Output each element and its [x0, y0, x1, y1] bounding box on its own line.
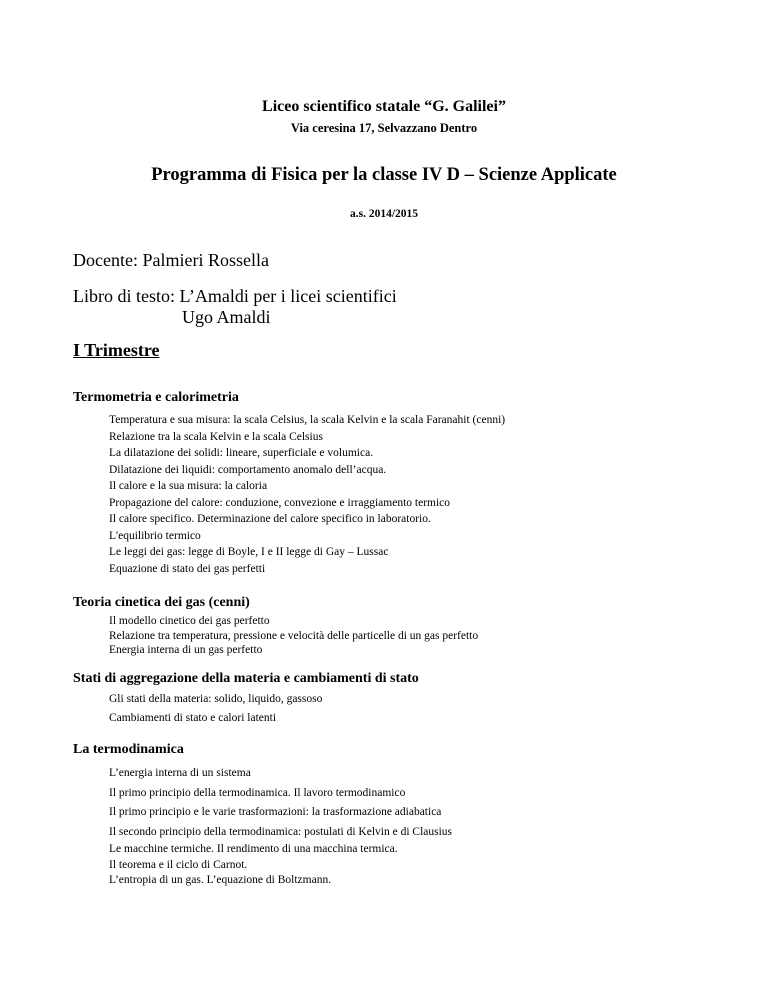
topic-item: L’energia interna di un sistema [109, 767, 251, 779]
topic-item: Le macchine termiche. Il rendimento di una macchina termica. [109, 843, 398, 855]
school-address: Via ceresina 17, Selvazzano Dentro [290, 121, 478, 135]
topic-list [73, 691, 419, 729]
topic-item: Relazione tra temperatura, pressione e velocità delle particelle di un gas perfetto [109, 629, 479, 642]
topic-list [73, 764, 452, 889]
section-termodinamica [73, 741, 452, 889]
topic-item: L'equilibrio termico [109, 529, 201, 542]
topic-item: Propagazione del calore: conduzione, convezione e irraggiamento termico [109, 496, 451, 509]
topic-item: Dilatazione dei liquidi: comportamento anomalo dell’acqua. [109, 463, 387, 476]
section-title: Teoria cinetica dei gas (cenni) [73, 595, 250, 610]
textbook-line: Libro di testo: L’Amaldi per i licei scientifici [73, 286, 397, 306]
topic-item: Le leggi dei gas: legge di Boyle, I e II legge di Gay – Lussac [109, 546, 389, 558]
section-teoria-cinetica [73, 594, 478, 658]
topic-item: Il modello cinetico dei gas perfetto [109, 615, 270, 627]
topic-item: Gli stati della materia: solido, liquido, gassoso [109, 693, 323, 705]
topic-item: Cambiamenti di stato e calori latenti [109, 712, 277, 724]
topic-item: Il secondo principio della termodinamica: postulati di Kelvin e di Clausius [109, 825, 453, 838]
section-stati-aggregazione [73, 670, 419, 729]
school-name: Liceo scientifico statale “G. Galilei” [262, 98, 506, 115]
teacher-line: Docente: Palmieri Rossella [73, 250, 269, 270]
textbook-author: Ugo Amaldi [182, 307, 271, 327]
topic-item: Il calore e la sua misura: la caloria [109, 480, 268, 492]
topic-list [73, 614, 478, 658]
topic-item: Equazione di stato dei gas perfetti [109, 562, 266, 575]
topic-item: L’entropia di un gas. L’equazione di Boltzmann. [109, 874, 332, 886]
topic-item: Energia interna di un gas perfetto [109, 644, 263, 656]
school-year: a.s. 2014/2015 [349, 208, 419, 220]
topic-item: Il calore specifico. Determinazione del calore specifico in laboratorio. [109, 513, 431, 525]
topic-list [73, 412, 505, 577]
topic-item: Relazione tra la scala Kelvin e la scala Celsius [109, 430, 323, 443]
trimester-heading: I Trimestre [73, 340, 160, 360]
program-title: Programma di Fisica per la classe IV D – Scienze Applicate [151, 165, 617, 185]
section-title: Stati di aggregazione della materia e cambiamenti di stato [73, 671, 419, 686]
topic-item: Il teorema e il ciclo di Carnot. [109, 858, 248, 871]
topic-item: Il primo principio e le varie trasformazioni: la trasformazione adiabatica [109, 806, 442, 818]
section-title: La termodinamica [73, 742, 184, 757]
section-termometria [73, 389, 505, 577]
textbook-block [73, 286, 397, 328]
topic-item: Temperatura e sua misura: la scala Celsius, la scala Kelvin e la scala Faranahit (cenni) [109, 414, 506, 426]
topic-item: La dilatazione dei solidi: lineare, superficiale e volumica. [109, 447, 374, 459]
topic-item: Il primo principio della termodinamica. Il lavoro termodinamico [109, 786, 406, 799]
section-title: Termometria e calorimetria [73, 390, 239, 405]
